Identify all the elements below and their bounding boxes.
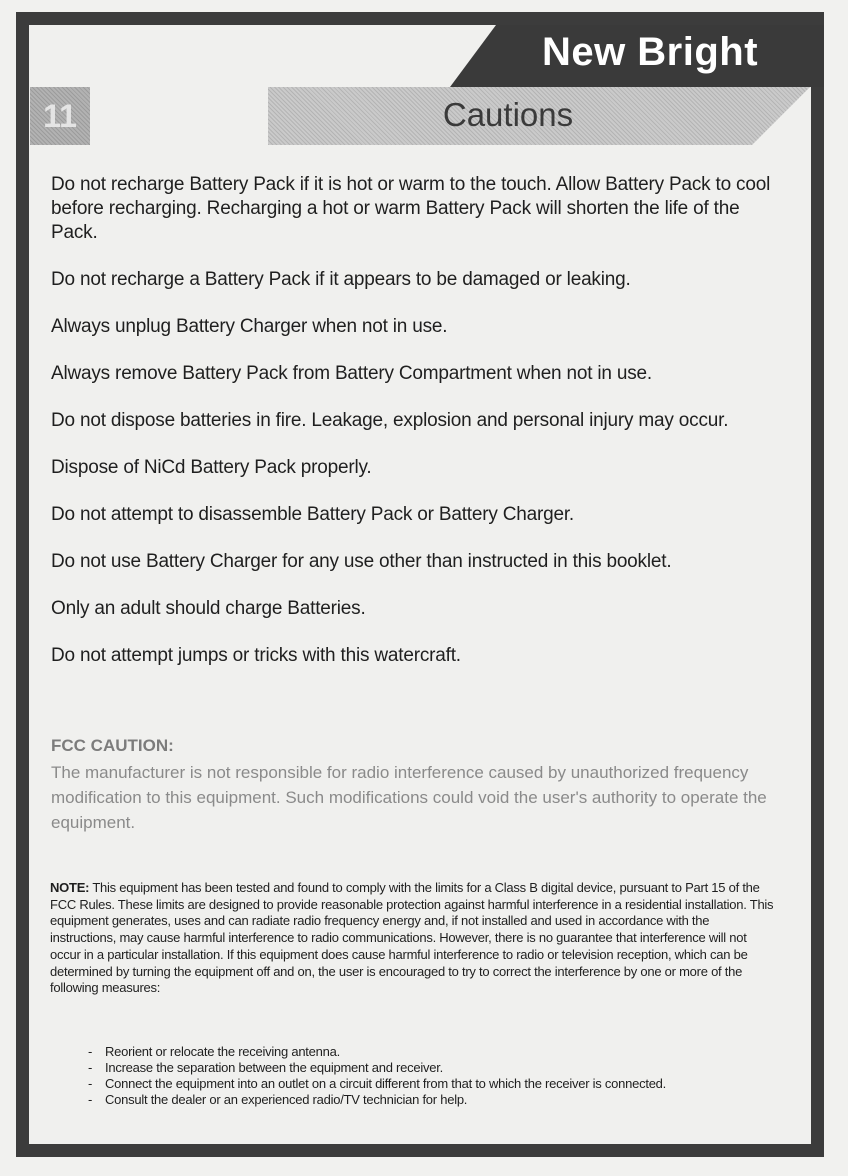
bullet-dash: - (88, 1044, 93, 1059)
caution-item: Do not recharge Battery Pack if it is hot or warm to the touch. Allow Battery Pack to cool before recharging. Recharging a hot or warm Battery Pack will shorten the life of the Pack. (51, 174, 771, 243)
fcc-caution-heading: FCC CAUTION: (51, 736, 174, 755)
page-number-badge: 11 (30, 87, 90, 145)
fcc-caution-section (51, 735, 791, 835)
caution-item: Always remove Battery Pack from Battery Compartment when not in use. (51, 363, 652, 384)
bullet-dash: - (88, 1060, 93, 1075)
note-text: This equipment has been tested and found to comply with the limits for a Class B digital device, pursuant to Part 15 of the FCC Rules. These limits are designed to provide reasonable protection against harmful interference in a residential installation. This equipment generates, uses and can radiate radio frequency energy and, if not installed and used in accordance with the instructions, may cause harmful interference to radio communications. However, there is no guarantee that interference will not occur in a particular installation. If this equipment does cause harmful interference to radio or television reception, which can be determined by turning the equipment off and on, the user is encouraged to try to correct the interference by one or more of the following measures: (50, 880, 774, 996)
page-title: Cautions (442, 96, 574, 133)
caution-item: Do not attempt jumps or tricks with this watercraft. (51, 645, 461, 666)
caution-item: Do not dispose batteries in fire. Leakage, explosion and personal injury may occur. (51, 410, 729, 431)
measure-item: - Consult the dealer or an experienced radio/TV technician for help. (88, 1092, 468, 1107)
cautions-list (51, 173, 791, 668)
note-label: NOTE: (50, 880, 90, 895)
bullet-dash: - (88, 1092, 93, 1107)
measures-list (88, 1044, 788, 1108)
bullet-dash: - (88, 1076, 93, 1091)
caution-item: Do not attempt to disassemble Battery Pack or Battery Charger. (51, 504, 575, 525)
fcc-note (50, 880, 774, 997)
measure-item: - Connect the equipment into an outlet on a circuit different from that to which the receiver is connected. (88, 1076, 667, 1091)
caution-item: Do not recharge a Battery Pack if it appears to be damaged or leaking. (51, 269, 631, 290)
measure-item: - Increase the separation between the equipment and receiver. (88, 1060, 443, 1075)
caution-item: Do not use Battery Charger for any use other than instructed in this booklet. (51, 551, 672, 572)
fcc-caution-text: The manufacturer is not responsible for radio interference caused by unauthorized frequency modification to this equipment. Such modifications could void the user's authority to operate the equipment. (51, 763, 767, 832)
measure-item: - Reorient or relocate the receiving antenna. (88, 1044, 340, 1059)
brand-logo: New Bright (541, 30, 759, 74)
caution-item: Dispose of NiCd Battery Pack properly. (51, 457, 372, 478)
caution-item: Always unplug Battery Charger when not in use. (51, 316, 448, 337)
caution-item: Only an adult should charge Batteries. (51, 598, 366, 619)
